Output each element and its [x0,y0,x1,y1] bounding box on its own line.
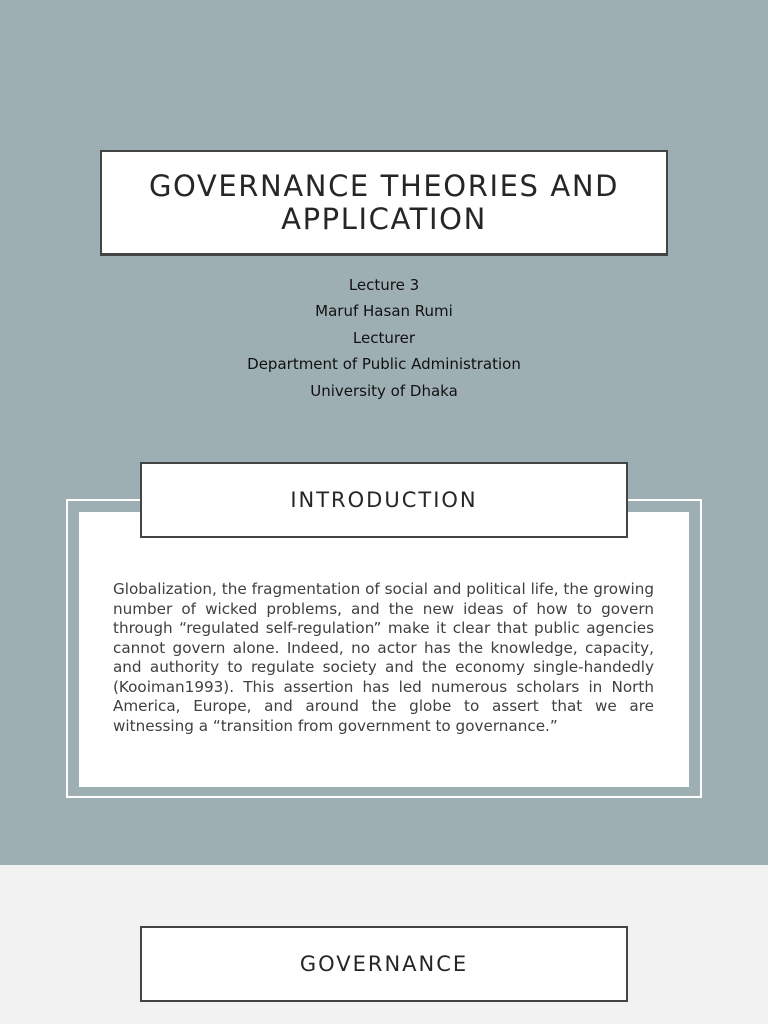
university-name: University of Dhaka [310,381,458,400]
department-name: Department of Public Administration [247,355,521,374]
author-position: Lecturer [352,328,416,347]
lecture-number: Lecture 3 [348,276,420,294]
governance-heading: GOVERNANCE [299,952,469,976]
introduction-heading-box [140,462,628,538]
author-name: Maruf Hasan Rumi [315,302,453,321]
subtitle-block [0,272,768,404]
introduction-heading: INTRODUCTION [290,488,478,512]
title-box [100,150,668,256]
introduction-body-text: Globalization, the fragmentation of social and political life, the growing number of wicked problems, and the new ideas of how to govern through “regulated self-regulation” make it clear that public agencies cannot govern alone. Indeed, no actor has the knowledge, capacity, and authority to regulate society and the economy single-handedly (Kooiman1993). This assertion has led numerous scholars in North America, Europe, and around the globe to assert that we are witnessing a “transition from government to governance.” [113,580,654,735]
presentation-title: GOVERNANCE THEORIES AND APPLICATION [148,168,620,236]
governance-heading-box [140,926,628,1002]
